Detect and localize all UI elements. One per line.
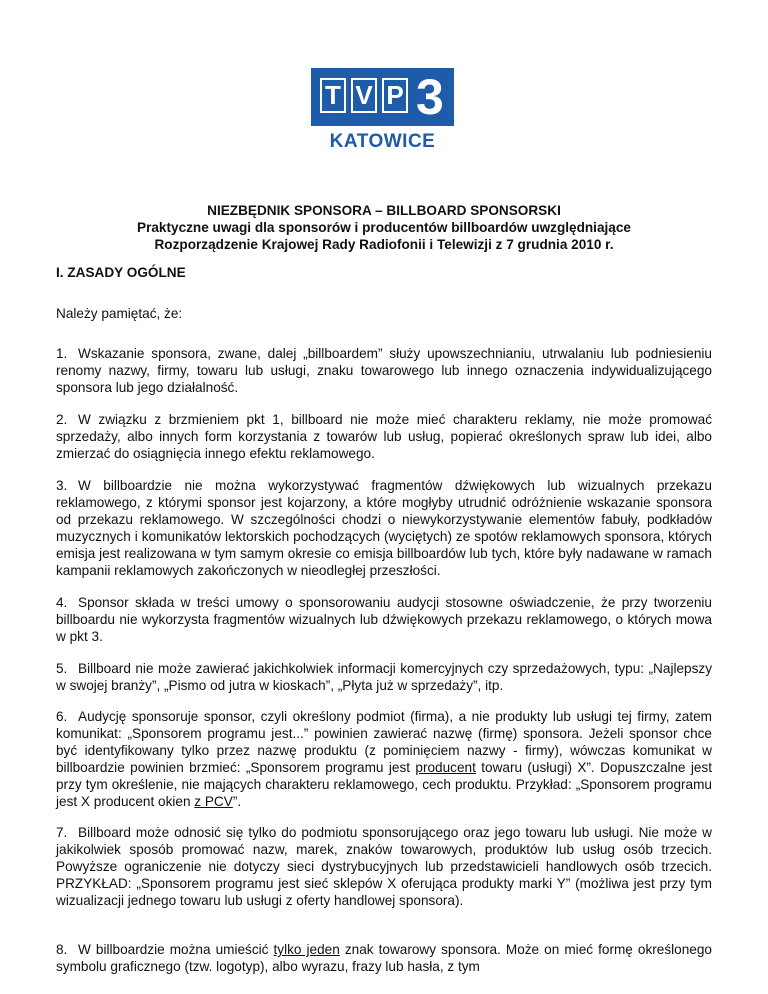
tvp3-logo: [311, 68, 454, 153]
logo-box: [311, 68, 454, 126]
point-text: Sponsor składa w treści umowy o sponsorowaniu audycji stosowne oświadczenie, że przy tworzeniu billboardu nie wykorzysta fragmentów wizualnych lub dźwiękowych przekazu reklamowego, o których mowa w pkt 3.: [56, 595, 712, 644]
point-text: W związku z brzmieniem pkt 1, billboard nie może mieć charakteru reklamy, nie może promować sprzedaży, albo innych form korzystania z towarów lub usług, popierać określonych spraw lub idei, albo zmierzać do osiągnięcia innego efektu reklamowego.: [56, 412, 712, 461]
point-4: [56, 594, 712, 645]
section-title: I. ZASADY OGÓLNE: [56, 265, 186, 280]
logo-tvp-letters: [320, 78, 408, 113]
point-8: [56, 941, 712, 975]
point-text: Billboard nie może zawierać jakichkolwiek informacji komercyjnych czy sprzedażowych, typu: „Najlepszy w swojej branży”, „Pismo od jutra w kioskach”, „Płyta już w sprzedaży”, itp.: [56, 661, 712, 693]
document-heading: [100, 202, 668, 253]
point-number: 7.: [56, 825, 68, 840]
intro-text: Należy pamiętać, że:: [56, 306, 183, 321]
logo-letter-v: V: [351, 78, 377, 113]
point-number: 8.: [56, 942, 68, 957]
document-subtitle-line1: Praktyczne uwagi dla sponsorów i producentów billboardów uwzględniające: [137, 220, 631, 235]
point-text-c: ”.: [232, 794, 242, 809]
point-text-b: znak towarowy sponsora. Może on mieć formę określonego symbolu graficznego (tzw. logotyp), albo wyrazu, frazy lub hasła, z tym: [56, 942, 712, 974]
point-3: [56, 477, 712, 579]
point-text: Billboard może odnosić się tylko do podmiotu sponsorującego oraz jego towaru lub usługi. Nie może w jakikolwiek sposób promować nazw, marek, znaków towarowych, produktów lub usług osób trzecich. Powyższe ograniczenie nie dotyczy sieci dystrybucyjnych lub przedstawicieli handlowych osób trzecich. PRZYKŁAD: „Sponsorem programu jest sieć sklepów X oferująca produkty marki Y” (możliwa jest przy tym wizualizacji jednego towaru lub usługi z oferty handlowej sponsora).: [56, 825, 712, 908]
point-text-a: Audycję sponsoruje sponsor, czyli określony podmiot (firma), a nie produkty lub usługi tej firmy, zatem komunikat: „Sponsorem programu jest...” powinien zawierać nazwę (firmę) sponsora. Jeżeli sponsor chce być identyfikowany tylko przez nazwę produktu (z pominięciem nazwy - firmy), wówczas komunikat w billboardzie powinien brzmieć: „Sponsorem programu jest: [56, 709, 712, 775]
point-number: 2.: [56, 412, 68, 427]
point-text-b: towaru (usługi) X”. Dopuszczalne jest przy tym określenie, nie mających charakteru reklamowego, cech produktu. Przykład: „Sponsorem programu jest X producent okien: [56, 760, 712, 809]
point-number: 3.: [56, 478, 68, 493]
logo-number: 3: [416, 69, 444, 125]
document-title: NIEZBĘDNIK SPONSORA – BILLBOARD SPONSORSKI: [207, 203, 561, 218]
point-2: [56, 411, 712, 462]
point-number: 1.: [56, 346, 68, 361]
point-text: W billboardzie nie można wykorzystywać fragmentów dźwiękowych lub wizualnych przekazu reklamowego, z którymi sponsor jest kojarzony, a które mogłyby utrudnić odróżnienie wskazanie sponsora od przekazu reklamowego. W szczególności chodzi o niewykorzystywanie elementów fabuły, podkładów muzycznych i komunikatów lektorskich pochodzących (wyciętych) ze spotów reklamowych sponsora, których emisja jest realizowana w tym samym okresie co emisja billboardów lub tych, które były nadawane w ramach kampanii reklamowych zakończonych w nieodległej przeszłości.: [56, 478, 712, 578]
logo-letter-p: P: [382, 78, 408, 113]
underlined-word: tylko jeden: [273, 942, 340, 957]
point-number: 5.: [56, 661, 68, 676]
underlined-word: producent: [415, 760, 476, 775]
point-1: [56, 345, 712, 396]
point-7: [56, 824, 712, 909]
underlined-word: z PCV: [194, 794, 233, 809]
point-6: [56, 708, 712, 810]
point-5: [56, 660, 712, 694]
document-subtitle-line2: Rozporządzenie Krajowej Rady Radiofonii i Telewizji z 7 grudnia 2010 r.: [154, 237, 614, 252]
point-text: Wskazanie sponsora, zwane, dalej „billboardem” służy upowszechnianiu, utrwalaniu lub podniesieniu renomy nazwy, firmy, towaru lub usługi, znaku towarowego lub innego oznaczenia indywidualizującego sponsora lub jego działalność.: [56, 346, 712, 395]
logo-letter-t: T: [320, 78, 346, 113]
point-number: 6.: [56, 709, 68, 724]
point-number: 4.: [56, 595, 68, 610]
point-text-a: W billboardzie można umieścić: [78, 942, 274, 957]
logo-city: KATOWICE: [329, 131, 436, 152]
